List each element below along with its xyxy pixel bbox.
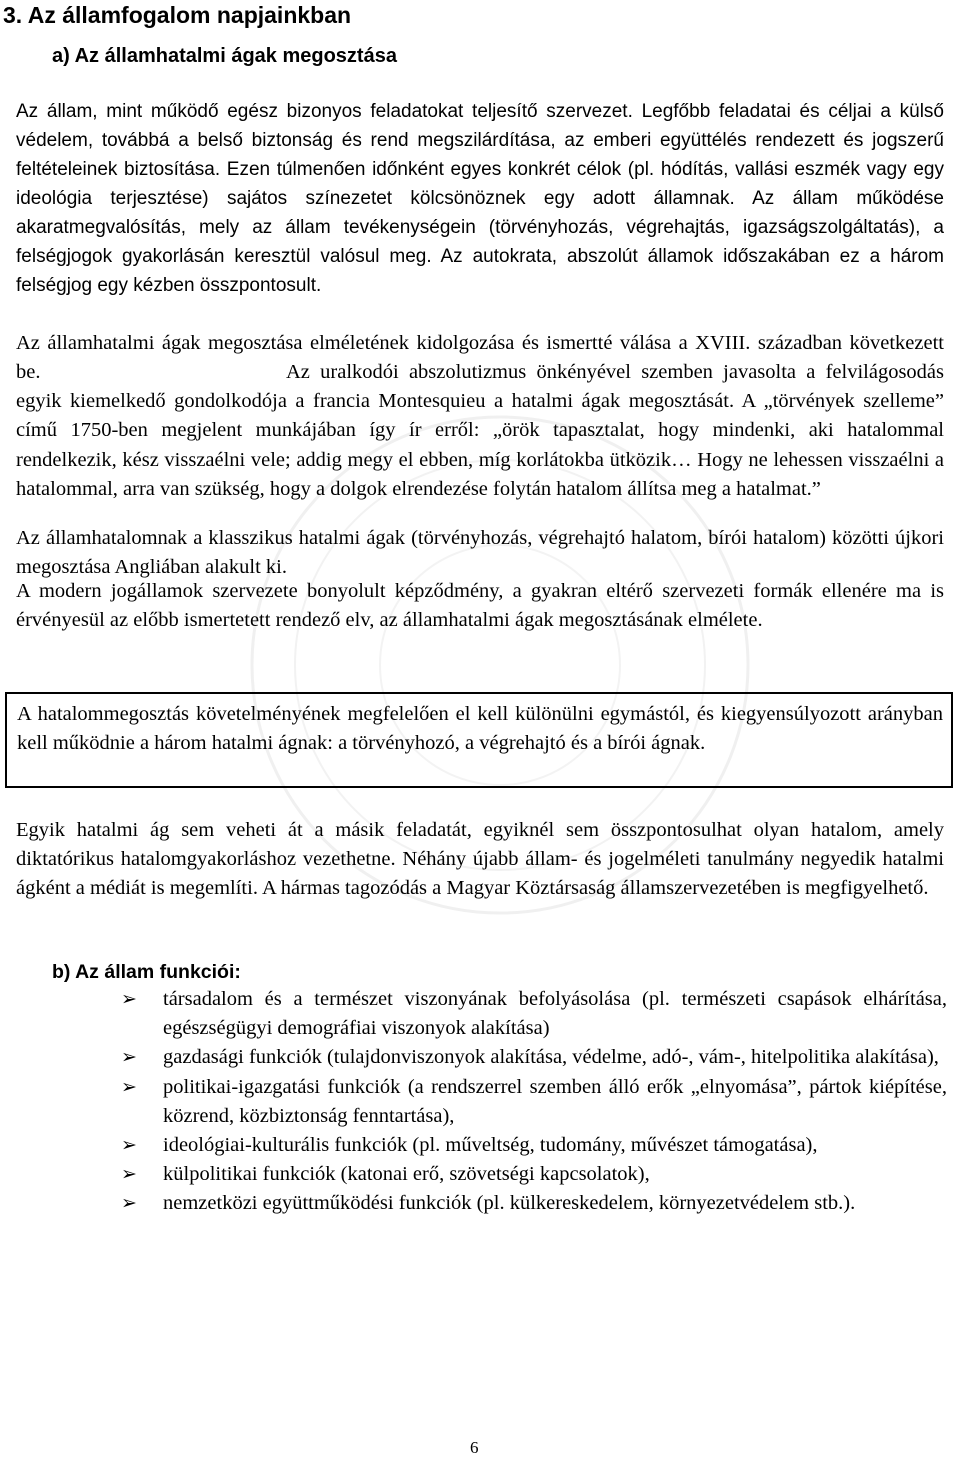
section-heading: 3. Az államfogalom napjainkban xyxy=(3,2,352,28)
list-item: ➢ ideológiai-kulturális funkciók (pl. műveltség, tudomány, művészet támogatása), xyxy=(121,1131,947,1160)
highlight-text: A hatalommegosztás követelményének megfelelően el kell különülni egymástól, és kiegyensúlyozott arányban kell működnie a három hatalmi ágnak: a törvényhozó, a végrehajtó és a bírói ágnak. xyxy=(17,703,943,755)
paragraph-1: Az állam, mint működő egész bizonyos feladatokat teljesítő szervezet. Legfőbb feladatai és céljai a külső védelem, továbbá a belső biztonság és rend megszilárdítása, az emberi együttélés rendezett és jogszerű feltételeinek biztosítása. Ezen túlmenően időnként egyes konkrét célok (pl. hódítás, vallási eszmék vagy egy ideológia terjesztése) sajátos színezetet kölcsönöznek egy adott államnak. Az állam működése akaratmegvalósítás, mely az állam tevékenységein (törvényhozás, végrehajtás, igazságszolgáltatás), a felségjogok gyakorlásán keresztül valósul meg. Az autokrata, abszolút államok időszakában ez a három felségjog egy kézben összpontosult. xyxy=(16,101,944,296)
paragraph-3: Az uralkodói abszolutizmus önkényével szemben javasolta a felvilágosodás egyik kiemelkedő gondolkodója a francia Montesquieu a hatalmi ágak megosztását. A „törvények szelleme” című 1750-ben megjelent munkájában így ír erről: „örök tapasztalat, hogy mindenki, aki hatalommal rendelkezik, kész visszaélni vele; addig megy el ebben, míg korlátokba ütközik… Hogy ne lehessen visszaélni a hatalommal, arra van szükség, hogy a dolgok elrendezése folytán hatalom állítsa meg a hatalmat.” xyxy=(16,361,944,500)
arrow-bullet-icon: ➢ xyxy=(121,1075,137,1098)
arrow-bullet-icon: ➢ xyxy=(121,988,137,1010)
arrow-bullet-icon: ➢ xyxy=(121,1163,137,1186)
page-number: 6 xyxy=(470,1438,479,1457)
paragraph-4: Az államhatalomnak a klasszikus hatalmi ágak (törvényhozás, végrehajtó halatom, bírói hatalom) közötti újkori megosztása Angliában alakult ki. xyxy=(16,527,944,579)
functions-list xyxy=(121,985,947,1219)
arrow-bullet-icon: ➢ xyxy=(121,1046,137,1069)
paragraph-6: Egyik hatalmi ág sem veheti át a másik feladatát, egyiknél sem összpontosulhat olyan hatalom, amely diktatórikus hatalomgyakorláshoz vezethetne. Néhány újabb állam- és jogelméleti tanulmány negyedik hatalmi ágként a médiát is megemlíti. A hármas tagozódás a Magyar Köztársaság államszervezetében is megfigyelhető. xyxy=(16,819,944,900)
highlight-box xyxy=(5,692,953,788)
list-item: ➢ társadalom és a természet viszonyának befolyásolása (pl. természeti csapások elhárítása, egészségügyi demográfiai viszonyok alakítása) xyxy=(121,985,947,1043)
paragraph-2: Az államhatalmi ágak megosztása elméletének kidolgozása és ismertté válása a XVIII. században következett be. xyxy=(16,332,944,384)
list-item: ➢ nemzetközi együttműködési funkciók (pl. külkereskedelem, környezetvédelem stb.). xyxy=(121,1189,947,1218)
arrow-bullet-icon: ➢ xyxy=(121,1134,137,1157)
arrow-bullet-icon: ➢ xyxy=(121,1192,137,1215)
subheading-a: a) Az államhatalmi ágak megosztása xyxy=(52,45,397,67)
list-item: ➢ külpolitikai funkciók (katonai erő, szövetségi kapcsolatok), xyxy=(121,1160,947,1189)
list-item: ➢ gazdasági funkciók (tulajdonviszonyok alakítása, védelme, adó-, vám-, hitelpolitika alakítása), xyxy=(121,1043,947,1072)
subheading-b: b) Az állam funkciói: xyxy=(52,961,241,983)
list-item: ➢ politikai-igazgatási funkciók (a rendszerrel szemben álló erők „elnyomása”, pártok kiépítése, közrend, közbiztonság fenntartása), xyxy=(121,1073,947,1131)
paragraph-5: A modern jogállamok szervezete bonyolult képződmény, a gyakran eltérő szervezeti formák ellenére ma is érvényesül az előbb ismertetett rendező elv, az államhatalmi ágak megosztásának elmélete. xyxy=(16,580,944,632)
